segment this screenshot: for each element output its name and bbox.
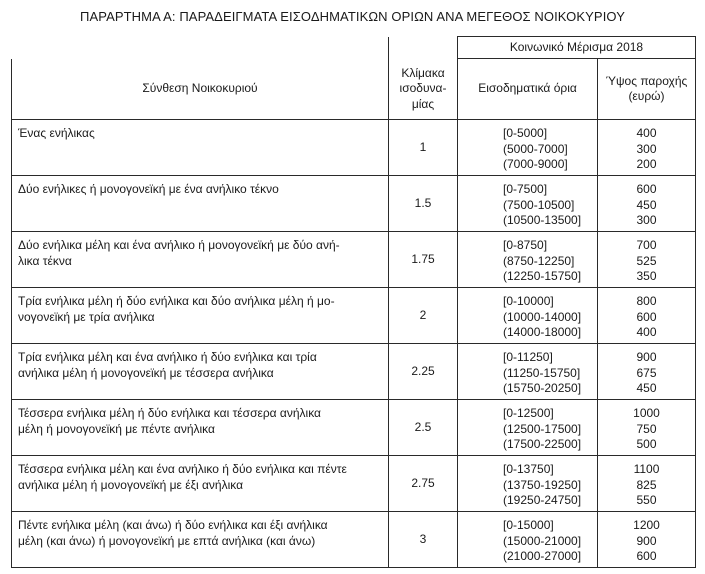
income-range: (15750-20250] [503, 381, 582, 395]
composition-line: ανήλικα μέλη ή μονογονεϊκή με τέσσερα ανήλικα [18, 365, 274, 380]
income-range: (13750-19250] [503, 477, 582, 492]
composition-cell [12, 456, 389, 512]
income-limits-cell [458, 232, 598, 288]
composition-cell [12, 176, 389, 232]
composition-cell [12, 120, 389, 176]
amount-value: 600 [636, 549, 657, 563]
income-range: [0-10000] [503, 294, 554, 308]
composition-line: ανήλικα μέλη ή μονογονεϊκή με έξι ανήλικα [18, 477, 244, 492]
income-range: [0-12500] [503, 406, 554, 420]
composition-cell [12, 344, 389, 400]
header-scale-line: μίας [411, 96, 435, 111]
income-range: (14000-18000] [503, 325, 582, 339]
income-limits-cell [458, 176, 598, 232]
income-range: (7000-9000] [503, 157, 568, 171]
composition-cell [12, 400, 389, 456]
composition-cell [12, 232, 389, 288]
amount-value: 300 [636, 213, 657, 227]
header-blank-scale [389, 37, 458, 59]
amount-value: 525 [636, 253, 657, 268]
header-amount-line: (ευρώ) [628, 89, 665, 103]
income-range: (7500-10500] [503, 197, 575, 212]
income-range: (11250-15750] [503, 365, 581, 380]
header-scale [389, 59, 458, 120]
composition-line: Τέσσερα ενήλικα μέλη ή δύο ενήλικα και τέσσερα ανήλικα [18, 406, 321, 420]
composition-line: λικα τέκνα [18, 253, 72, 268]
income-range: [0-13750] [503, 462, 554, 476]
amount-value: 1100 [633, 462, 660, 476]
amount-value: 800 [636, 294, 657, 308]
amount-cell [598, 288, 696, 344]
composition-line: μέλη (και άνω) ή μονογονεϊκή με επτά ανήλικα (και άνω) [18, 533, 316, 548]
amount-value: 450 [636, 381, 657, 395]
amount-cell [598, 512, 696, 568]
composition-line: νογονεϊκή με τρία ανήλικα [18, 309, 155, 324]
income-range: (17500-22500] [503, 437, 582, 451]
income-limits-table [11, 36, 696, 568]
scale-cell: 1 [389, 120, 458, 176]
amount-cell [598, 400, 696, 456]
table-row [12, 400, 696, 456]
composition-line: Δύο ενήλικες ή μονογονεϊκή με ένα ανήλικο τέκνο [18, 182, 279, 196]
page-title: ΠΑΡΑΡΤΗΜΑ Α: ΠΑΡΑΔΕΙΓΜΑΤΑ ΕΙΣΟΔΗΜΑΤΙΚΩΝ ΟΡΙΩΝ ΑΝΑ ΜΕΓΕΘΟΣ ΝΟΙΚΟΚΥΡΙΟΥ [80, 9, 625, 24]
header-limits: Εισοδηματικά όρια [458, 59, 598, 120]
scale-cell: 2.75 [389, 456, 458, 512]
table-row [12, 288, 696, 344]
amount-value: 600 [636, 182, 657, 196]
income-limits-cell [458, 512, 598, 568]
amount-value: 1000 [633, 406, 660, 420]
income-range: (5000-7000] [503, 141, 568, 156]
header-blank-composition [12, 37, 389, 59]
amount-value: 675 [636, 365, 657, 380]
table-row [12, 176, 696, 232]
table-row [12, 344, 696, 400]
amount-value: 750 [636, 421, 657, 436]
amount-value: 900 [636, 533, 657, 548]
income-range: (12250-15750] [503, 269, 582, 283]
income-limits-cell [458, 456, 598, 512]
composition-cell [12, 512, 389, 568]
scale-cell: 2 [389, 288, 458, 344]
amount-value: 500 [636, 437, 657, 451]
income-range: [0-8750] [503, 238, 548, 252]
income-range: (21000-27000] [503, 549, 582, 563]
composition-line: Τρία ενήλικα μέλη ή δύο ενήλικα και δύο ανήλικα μέλη ή μο- [18, 294, 335, 308]
income-range: [0-15000] [503, 518, 554, 532]
amount-value: 300 [636, 141, 657, 156]
income-range: [0-11250] [503, 350, 553, 364]
income-range: (10000-14000] [503, 309, 582, 324]
income-range: (12500-17500] [503, 421, 582, 436]
income-range: [0-5000] [503, 126, 548, 140]
header-amount [598, 59, 696, 120]
scale-cell: 2.25 [389, 344, 458, 400]
scale-cell: 1.5 [389, 176, 458, 232]
table-row [12, 456, 696, 512]
income-range: (15000-21000] [503, 533, 582, 548]
table-row [12, 120, 696, 176]
income-range: (19250-24750] [503, 493, 582, 507]
amount-cell [598, 344, 696, 400]
composition-line: Ένας ενήλικας [18, 126, 95, 140]
amount-value: 600 [636, 309, 657, 324]
amount-value: 550 [636, 493, 657, 507]
amount-value: 400 [636, 325, 657, 339]
scale-cell: 3 [389, 512, 458, 568]
composition-cell [12, 288, 389, 344]
composition-line: Δύο ενήλικα μέλη και ένα ανήλικο ή μονογονεϊκή με δύο ανή- [18, 238, 340, 252]
income-range: (8750-12250] [503, 253, 575, 268]
composition-line: Τρία ενήλικα μέλη και ένα ανήλικο ή δύο ενήλικα και τρία [18, 350, 317, 364]
composition-line: Τέσσερα ενήλικα μέλη και ένα ανήλικο ή δύο ενήλικα και πέντε [18, 462, 347, 476]
amount-value: 825 [636, 477, 657, 492]
header-amount-line: Ύψος παροχής [605, 73, 688, 88]
amount-value: 900 [636, 350, 657, 364]
income-limits-cell [458, 344, 598, 400]
amount-value: 400 [636, 126, 657, 140]
amount-cell [598, 232, 696, 288]
amount-value: 700 [636, 238, 657, 252]
header-group: Κοινωνικό Μέρισμα 2018 [458, 37, 696, 59]
amount-value: 1200 [633, 518, 660, 532]
amount-value: 350 [636, 269, 657, 283]
income-range: [0-7500] [503, 182, 548, 196]
income-limits-cell [458, 120, 598, 176]
scale-cell: 1.75 [389, 232, 458, 288]
composition-line: μέλη ή μονογονεϊκή με πέντε ανήλικα [18, 421, 215, 436]
income-limits-cell [458, 288, 598, 344]
header-scale-line: ισοδυνα- [399, 81, 447, 95]
amount-cell [598, 456, 696, 512]
amount-value: 200 [636, 157, 657, 171]
income-range: (10500-13500] [503, 213, 582, 227]
header-composition: Σύνθεση Νοικοκυριού [12, 59, 389, 120]
table-row [12, 512, 696, 568]
table-row [12, 232, 696, 288]
composition-line: Πέντε ενήλικα μέλη (και άνω) ή δύο ενήλικα και έξι ανήλικα [18, 518, 328, 532]
amount-value: 450 [636, 197, 657, 212]
scale-cell: 2.5 [389, 400, 458, 456]
amount-cell [598, 176, 696, 232]
header-scale-line: Κλίμακα [401, 65, 445, 80]
amount-cell [598, 120, 696, 176]
income-limits-cell [458, 400, 598, 456]
